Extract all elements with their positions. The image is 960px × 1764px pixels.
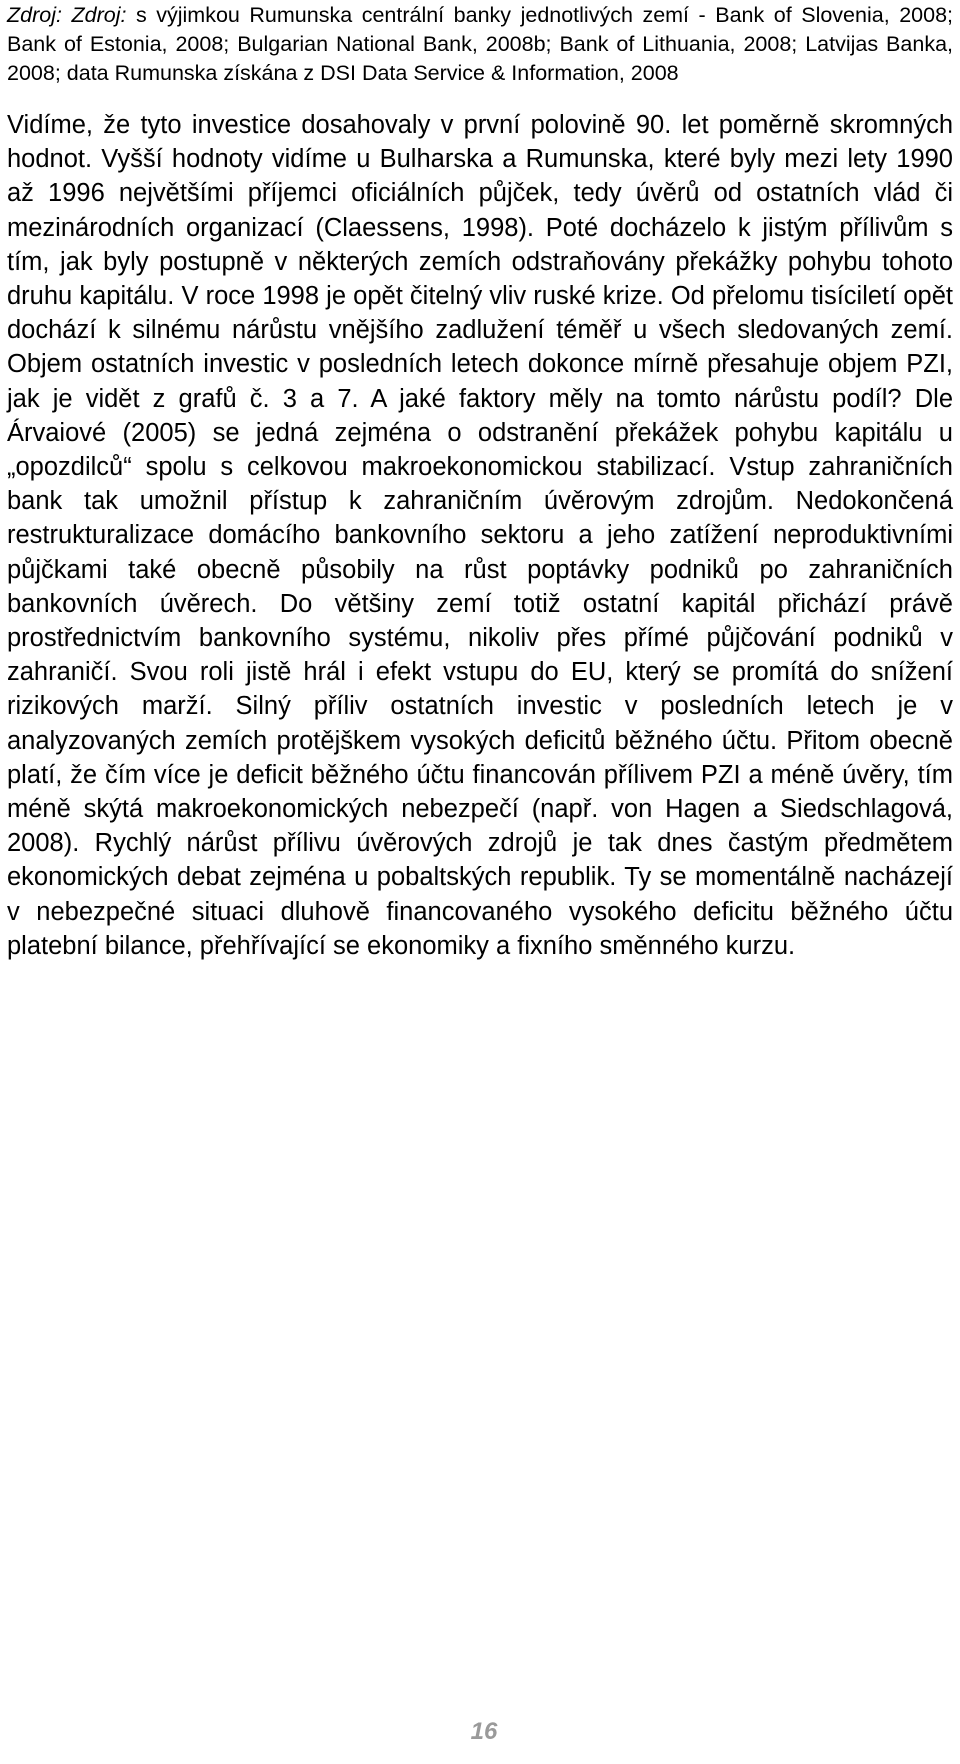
page-number-text: 16 xyxy=(470,1718,498,1745)
document-page xyxy=(7,0,953,963)
source-label: Zdroj: Zdroj: xyxy=(7,3,127,27)
body-paragraph: Vidíme, že tyto investice dosahovaly v první polovině 90. let poměrně skromných hodnot. Vyšší hodnoty vidíme u Bulharska a Rumunska, které byly mezi lety 1990 až 1996 největšími příjemci oficiálních půjček, tedy úvěrů od ostatních vlád či mezinárodních organizací (Claessens, 1998). Poté docházelo k jistým přílivům s tím, jak byly postupně v některých zemích odstraňovány překážky pohybu tohoto druhu kapitálu. V roce 1998 je opět čitelný vliv ruské krize. Od přelomu tisíciletí opět dochází k silnému nárůstu vnějšího zadlužení téměř u všech sledovaných zemí. Objem ostatních investic v posledních letech dokonce mírně přesahuje objem PZI, jak je vidět z grafů č. 3 a 7. A jaké faktory měly na tomto nárůstu podíl? Dle Árvaiové (2005) se jedná zejména o odstranění překážek pohybu kapitálu u „opozdilců“ spolu s celkovou makroekonomickou stabilizací. Vstup zahraničních bank tak umožnil přístup k zahraničním úvěrovým zdrojům. Nedokončená restrukturalizace domácího bankovního sektoru a jeho zatížení neproduktivními půjčkami také obecně působily na růst poptávky podniků po zahraničních bankovních úvěrech. Do většiny zemí totiž ostatní kapitál přichází právě prostřednictvím bankovního systému, nikoliv přes přímé půjčování podniků v zahraničí. Svou roli jistě hrál i efekt vstupu do EU, který se promítá do snížení rizikových marží. Silný příliv ostatních investic v posledních letech je v analyzovaných zemích protějškem vysokých deficitů běžného účtu. Přitom obecně platí, že čím více je deficit běžného účtu financován přílivem PZI a méně úvěry, tím méně skýtá makroekonomických nebezpečí (např. von Hagen a Siedschlagová, 2008). Rychlý nárůst přílivu úvěrových zdrojů je tak dnes častým předmětem ekonomických debat zejména u pobaltských republik. Ty se momentálně nacházejí v nebezpečné situaci dluhově financovaného vysokého deficitu běžného účtu platební bilance, přehřívající se ekonomiky a fixního směnného kurzu. xyxy=(7,111,953,960)
source-note xyxy=(7,0,953,88)
page-number xyxy=(0,1718,960,1746)
source-text: s výjimkou Rumunska centrální banky jednotlivých zemí - Bank of Slovenia, 2008; Bank of Estonia, 2008; Bulgarian National Bank, 2008b; Bank of Lithuania, 2008; Latvijas Banka, 2008; data Rumunska získána z DSI Data Service & Information, 2008 xyxy=(7,3,954,85)
